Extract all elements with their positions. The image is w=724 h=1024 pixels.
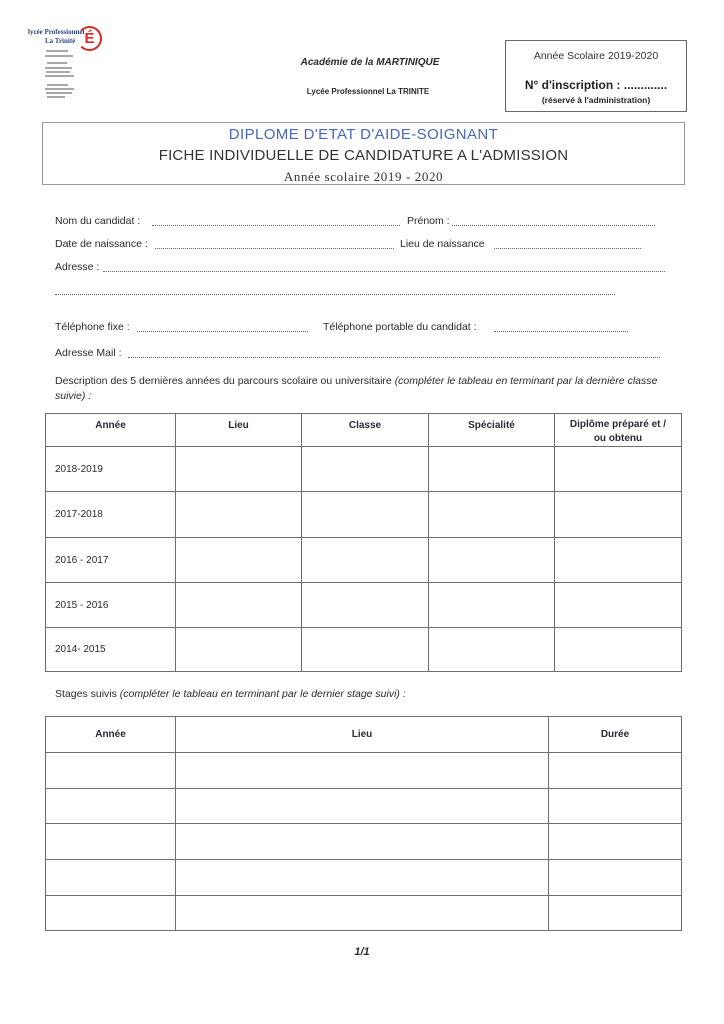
col-lieu: Lieu (176, 414, 302, 447)
name-line (0, 215, 724, 229)
row-year: 2016 - 2017 (46, 538, 176, 583)
logo-fine-print (45, 88, 74, 90)
table-row (46, 492, 682, 538)
col-diplome: Diplôme préparé et / ou obtenu (555, 414, 682, 447)
lieu-naissance-field[interactable] (494, 238, 641, 249)
admin-box (505, 40, 687, 112)
date-naissance-field[interactable] (155, 238, 394, 249)
tel-fixe-field[interactable] (137, 321, 308, 332)
table-row (46, 824, 682, 860)
table-row (46, 583, 682, 628)
school-year-title: Année scolaire 2019 - 2020 (283, 169, 444, 184)
adresse-field[interactable] (103, 261, 665, 272)
logo-mark-icon: É (77, 26, 102, 51)
col-classe: Classe (302, 414, 429, 447)
col-annee: Année (46, 717, 176, 753)
classe-cell[interactable] (302, 628, 429, 672)
tel-portable-label: Téléphone portable du candidat : (323, 321, 477, 333)
lieu-cell[interactable] (176, 628, 302, 672)
lycee-heading: Lycée Professionnel La TRINITE (306, 87, 430, 96)
specialite-cell[interactable] (429, 583, 555, 628)
table-header-row (46, 414, 682, 447)
row-year: 2014- 2015 (46, 628, 176, 672)
mail-line (0, 347, 724, 361)
lieu-cell[interactable] (176, 896, 549, 931)
logo-fine-print (47, 62, 67, 64)
adresse-field-2[interactable] (55, 284, 615, 295)
stages-instructions (55, 687, 670, 701)
title-box (42, 122, 685, 185)
lieu-cell[interactable] (176, 824, 549, 860)
nom-field[interactable] (152, 215, 400, 226)
date-naissance-label: Date de naissance : (55, 238, 148, 250)
row-year: 2017-2018 (46, 492, 176, 538)
address-line (0, 261, 724, 275)
specialite-cell[interactable] (429, 492, 555, 538)
row-year: 2015 - 2016 (46, 583, 176, 628)
parcours-instructions (55, 374, 670, 404)
diplome-cell[interactable] (555, 447, 682, 492)
annee-cell[interactable] (46, 896, 176, 931)
table-header-row (46, 717, 682, 753)
mail-field[interactable] (128, 347, 660, 358)
admin-reserved-note: (réservé à l'administration) (541, 95, 651, 105)
lieu-cell[interactable] (176, 583, 302, 628)
stages-intro: Stages suivis (55, 688, 120, 700)
annee-cell[interactable] (46, 789, 176, 824)
admin-school-year: Année Scolaire 2019-2020 (533, 50, 659, 62)
duree-cell[interactable] (549, 896, 682, 931)
lieu-cell[interactable] (176, 538, 302, 583)
specialite-cell[interactable] (429, 628, 555, 672)
birth-line (0, 238, 724, 252)
logo-line-1: lycée Professionnel (28, 28, 85, 36)
row-year: 2018-2019 (46, 447, 176, 492)
school-logo (28, 24, 110, 104)
address-line-2 (0, 284, 724, 298)
logo-line-2: La Trinité (45, 37, 76, 45)
table-row (46, 753, 682, 789)
diplome-cell[interactable] (555, 538, 682, 583)
logo-fine-print (45, 75, 74, 77)
specialite-cell[interactable] (429, 447, 555, 492)
mail-label: Adresse Mail : (55, 347, 122, 359)
logo-fine-print (47, 96, 65, 98)
tel-fixe-label: Téléphone fixe : (55, 321, 130, 333)
classe-cell[interactable] (302, 447, 429, 492)
duree-cell[interactable] (549, 860, 682, 896)
prenom-label: Prénom : (407, 215, 450, 227)
parcours-intro: Description des 5 dernières années du parcours scolaire ou universitaire (55, 375, 395, 387)
lieu-cell[interactable] (176, 789, 549, 824)
parcours-intro-note: (compléter le tableau en terminant par la dernière classe suivie) : (55, 375, 658, 402)
diplome-cell[interactable] (555, 583, 682, 628)
parcours-table (45, 413, 682, 672)
logo-fine-print (45, 67, 72, 69)
inscription-number-field[interactable]: N° d'inscription : ............. (524, 78, 668, 92)
diploma-title: DIPLOME D'ETAT D'AIDE-SOIGNANT (228, 126, 499, 143)
nom-label: Nom du candidat : (55, 215, 141, 227)
table-row (46, 447, 682, 492)
table-row (46, 628, 682, 672)
duree-cell[interactable] (549, 789, 682, 824)
lieu-cell[interactable] (176, 447, 302, 492)
adresse-label: Adresse : (55, 261, 100, 273)
page-number: 1/1 (354, 946, 370, 958)
logo-fine-print (45, 55, 73, 57)
lieu-cell[interactable] (176, 753, 549, 789)
specialite-cell[interactable] (429, 538, 555, 583)
col-annee: Année (46, 414, 176, 447)
table-row (46, 538, 682, 583)
duree-cell[interactable] (549, 824, 682, 860)
diplome-cell[interactable] (555, 628, 682, 672)
lieu-cell[interactable] (176, 492, 302, 538)
duree-cell[interactable] (549, 753, 682, 789)
stages-table (45, 716, 682, 931)
annee-cell[interactable] (46, 824, 176, 860)
col-duree: Durée (549, 717, 682, 753)
logo-fine-print (46, 50, 68, 52)
logo-fine-print (46, 71, 70, 73)
lieu-cell[interactable] (176, 860, 549, 896)
col-lieu: Lieu (176, 717, 549, 753)
table-row (46, 860, 682, 896)
classe-cell[interactable] (302, 583, 429, 628)
phone-line (0, 321, 724, 335)
stages-intro-note: (compléter le tableau en terminant par le dernier stage suivi) : (119, 688, 406, 700)
lieu-naissance-label: Lieu de naissance (400, 238, 485, 250)
table-row (46, 896, 682, 931)
prenom-field[interactable] (452, 215, 655, 226)
logo-fine-print (46, 92, 72, 94)
annee-cell[interactable] (46, 860, 176, 896)
col-specialite: Spécialité (429, 414, 555, 447)
academie-heading: Académie de la MARTINIQUE (300, 57, 440, 68)
classe-cell[interactable] (302, 492, 429, 538)
classe-cell[interactable] (302, 538, 429, 583)
form-title: FICHE INDIVIDUELLE DE CANDIDATURE A L'ADMISSION (158, 147, 569, 164)
annee-cell[interactable] (46, 753, 176, 789)
tel-portable-field[interactable] (494, 321, 628, 332)
table-row (46, 789, 682, 824)
diplome-cell[interactable] (555, 492, 682, 538)
logo-fine-print (47, 84, 68, 86)
